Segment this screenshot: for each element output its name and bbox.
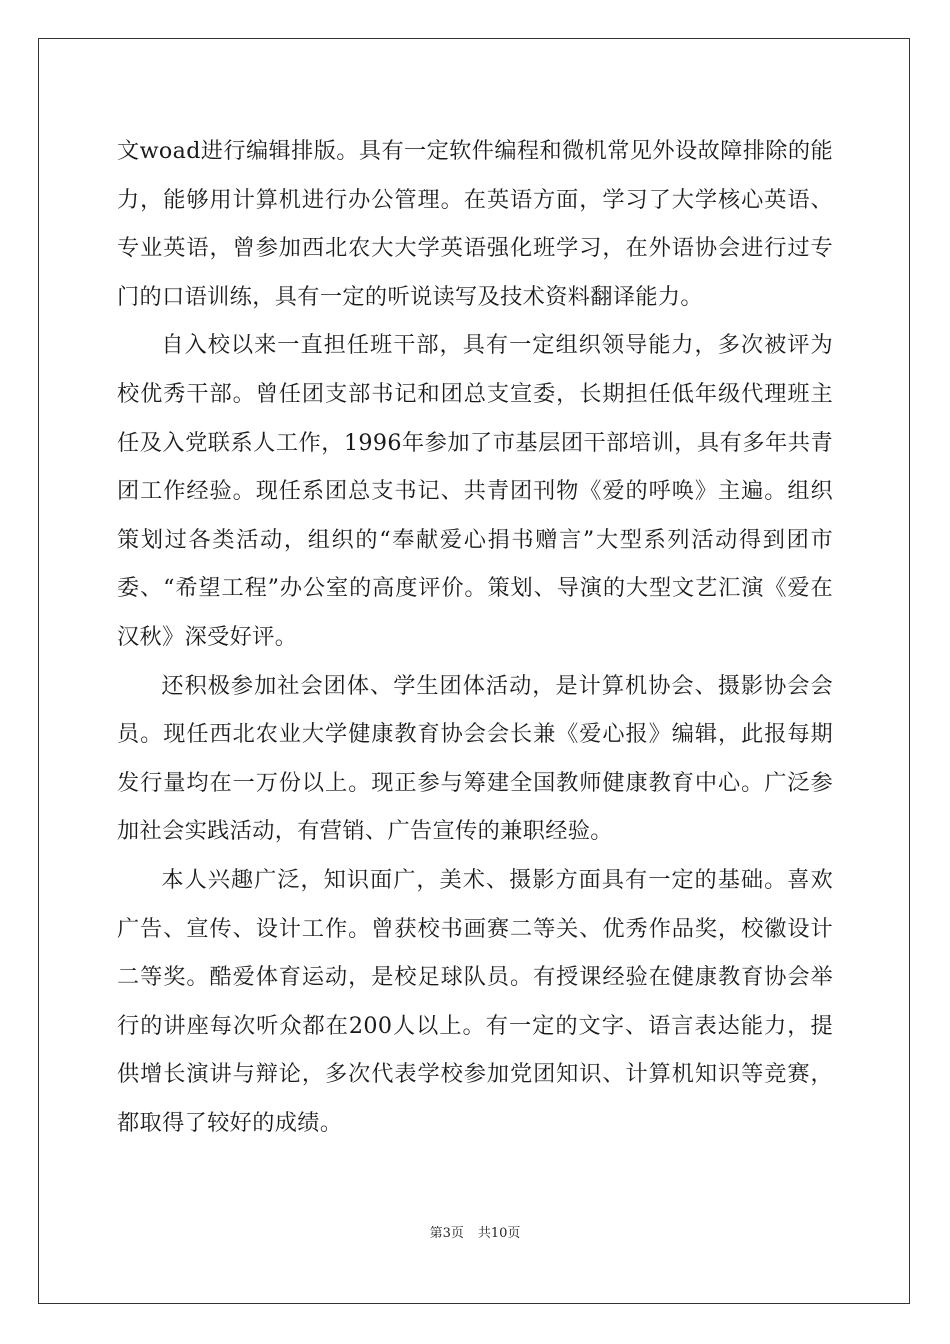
page-number: 第3页 <box>429 1226 464 1241</box>
paragraph-1: 文woad进行编辑排版。具有一定软件编程和微机常见外设故障排除的能力，能够用计算机进行办公管理。在英语方面，学习了大学核心英语、专业英语，曾参加西北农大大学英语强化班学习，在外语协会进行过专门的口语训练，具有一定的听说读写及技术资料翻译能力。 <box>117 138 833 310</box>
document-body <box>117 127 833 1147</box>
paragraph-2: 自入校以来一直担任班干部，具有一定组织领导能力，多次被评为校优秀干部。曾任团支部书记和团总支宣委，长期担任低年级代理班主任及入党联系人工作，1996年参加了市基层团干部培训，具有多年共青团工作经验。现任系团总支书记、共青团刊物《爱的呼唤》主遍。组织策划过各类活动，组织的“奉献爱心捐书赠言”大型系列活动得到团市委、“希望工程”办公室的高度评价。策划、导演的大型文艺汇演《爱在汉秋》深受好评。 <box>117 332 833 650</box>
page-total: 共10页 <box>477 1226 521 1241</box>
page-footer <box>0 1222 950 1241</box>
paragraph-3: 还积极参加社会团体、学生团体活动，是计算机协会、摄影协会会员。现任西北农业大学健康教育协会会长兼《爱心报》编辑，此报每期发行量均在一万份以上。现正参与筹建全国教师健康教育中心。广泛参加社会实践活动，有营销、广告宣传的兼职经验。 <box>117 672 833 845</box>
paragraph-4: 本人兴趣广泛，知识面广，美术、摄影方面具有一定的基础。喜欢广告、宣传、设计工作。曾获校书画赛二等关、优秀作品奖，校徽设计二等奖。酷爱体育运动，是校足球队员。有授课经验在健康教育协会举行的讲座每次听众都在200人以上。有一定的文字、语言表达能力，提供增长演讲与辩论，多次代表学校参加党团知识、计算机知识等竞赛，都取得了较好的成绩。 <box>117 866 833 1136</box>
